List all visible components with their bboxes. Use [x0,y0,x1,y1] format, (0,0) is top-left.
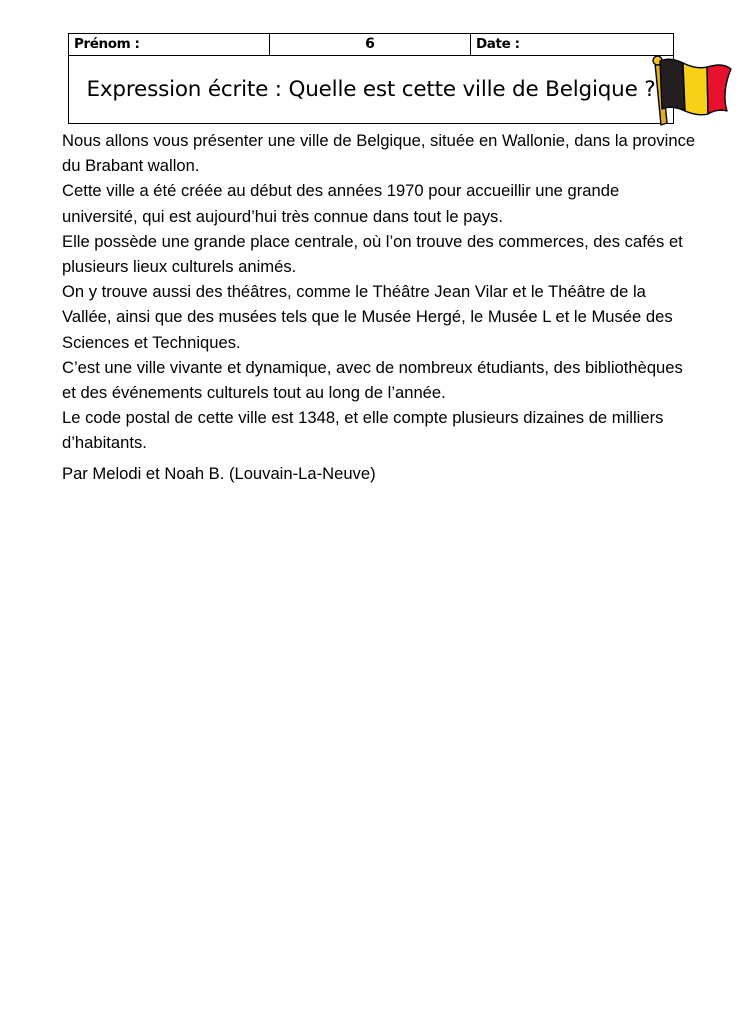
paragraph: On y trouve aussi des théâtres, comme le Théâtre Jean Vilar et le Théâtre de la Vallée, ainsi que des musées tels que le Musée Hergé, le Musée L et le Musée des Sciences et Techniques. [62,282,678,352]
page-title: Expression écrite : Quelle est cette ville de Belgique ? [86,76,656,102]
page-number-cell [270,34,471,56]
paragraph: C’est une ville vivante et dynamique, avec de nombreux étudiants, des bibliothèques et des événements culturels tout au long de l’année. [62,357,688,403]
title-cell [69,56,674,124]
date-label: Date : [476,36,520,52]
paragraph: Le code postal de cette ville est 1348, et elle compte plusieurs dizaines de milliers d’habitants. [62,408,669,453]
paragraph: Nous allons vous présenter une ville de Belgique, située en Wallonie, dans la province du Brabant wallon. [62,131,700,176]
date-cell[interactable] [471,34,674,56]
table-row [69,34,674,56]
header-info-table [68,33,674,124]
first-name-label: Prénom : [74,36,140,52]
author-signature: Par Melodi et Noah B. (Louvain-La-Neuve) [62,464,376,483]
paragraph: Cette ville a été créée au début des années 1970 pour accueillir une grande université, qui est aujourd’hui très connue dans tout le pays. [62,181,624,226]
paragraph: Elle possède une grande place centrale, où l’on trouve des commerces, des cafés et plusieurs lieux culturels animés. [62,231,688,277]
body-text [62,128,698,456]
page-number-value: 6 [365,36,375,52]
table-row [69,56,674,124]
first-name-cell[interactable] [69,34,270,56]
